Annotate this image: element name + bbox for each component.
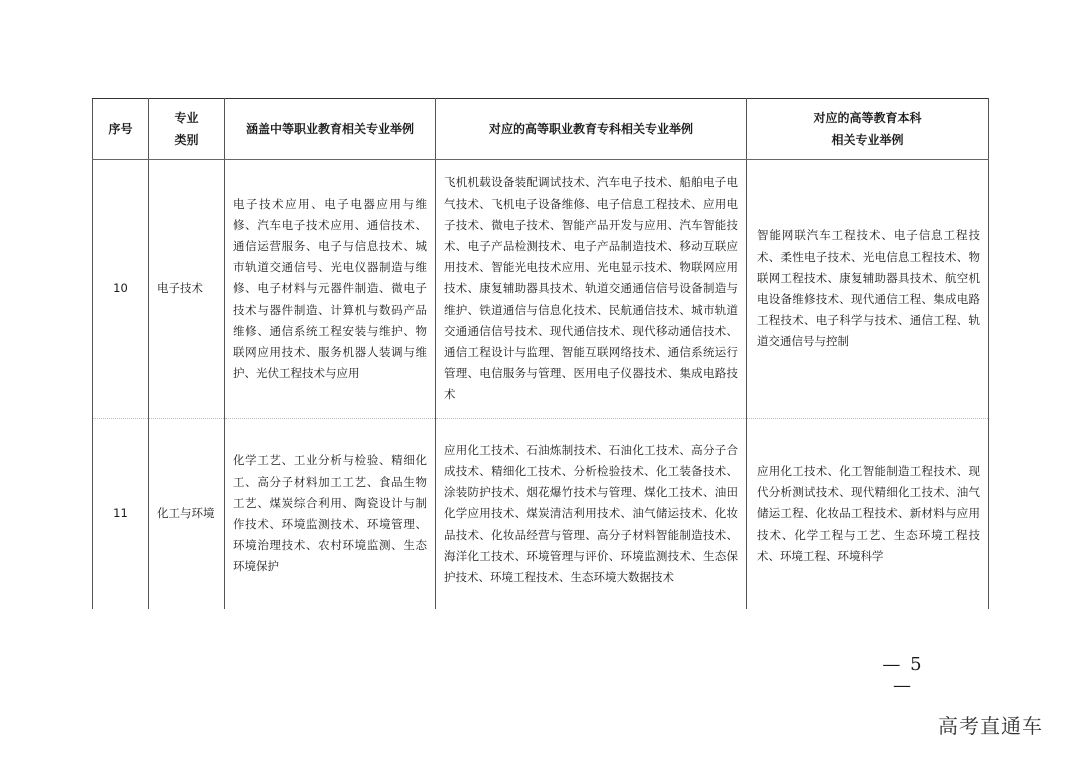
row-secondary-majors: 化学工艺、工业分析与检验、精细化工、高分子材料加工工艺、食品生物工艺、煤炭综合利用、陶瓷设计与制作技术、环境监测技术、环境管理、环境治理技术、农村环境监测、生态环境保护	[225, 419, 436, 610]
row-bachelor-majors: 应用化工技术、化工智能制造工程技术、现代分析测试技术、现代精细化工技术、油气储运工程、化妆品工程技术、新材料与应用技术、化学工程与工艺、生态环境工程技术、环境工程、环境科学	[747, 419, 989, 610]
header-higher: 对应的高等职业教育专科相关专业举例	[436, 99, 747, 160]
table-row	[93, 160, 989, 419]
watermark: 高考直通车	[938, 714, 1043, 738]
header-secondary: 涵盖中等职业教育相关专业举例	[225, 99, 436, 160]
table-row	[93, 419, 989, 610]
major-table	[92, 98, 989, 609]
row-category: 电子技术	[149, 160, 225, 419]
header-category-line1: 专业	[174, 111, 199, 125]
header-category	[149, 99, 225, 160]
header-category-line2: 类别	[174, 133, 199, 147]
table-header-row	[93, 99, 989, 160]
row-seq: 11	[93, 419, 149, 610]
header-bachelor-line1: 对应的高等教育本科	[813, 111, 922, 125]
row-higher-majors: 飞机机载设备装配调试技术、汽车电子技术、船舶电子电气技术、飞机电子设备维修、电子信息工程技术、应用电子技术、微电子技术、智能产品开发与应用、汽车智能技术、电子产品检测技术、电子产品制造技术、移动互联应用技术、智能光电技术应用、光电显示技术、物联网应用技术、康复辅助器具技术、轨道交通通信信号设备制造与维护、铁道通信与信息化技术、民航通信技术、城市轨道交通通信信号技术、现代通信技术、现代移动通信技术、通信工程设计与监理、智能互联网络技术、通信系统运行管理、电信服务与管理、医用电子仪器技术、集成电路技术	[436, 160, 747, 419]
row-bachelor-majors: 智能网联汽车工程技术、电子信息工程技术、柔性电子技术、光电信息工程技术、物联网工程技术、康复辅助器具技术、航空机电设备维修技术、现代通信工程、集成电路工程技术、电子科学与技术、通信工程、轨道交通信号与控制	[747, 160, 989, 419]
row-secondary-majors: 电子技术应用、电子电器应用与维修、汽车电子技术应用、通信技术、通信运营服务、电子与信息技术、城市轨道交通信号、光电仪器制造与维修、电子材料与元器件制造、微电子技术与器件制造、计算机与数码产品维修、通信系统工程安装与维护、物联网应用技术、服务机器人装调与维护、光伏工程技术与应用	[225, 160, 436, 419]
row-category: 化工与环境	[149, 419, 225, 610]
header-bachelor	[747, 99, 989, 160]
header-bachelor-line2: 相关专业举例	[831, 133, 904, 147]
page-number: — 5 —	[882, 654, 924, 696]
header-seq: 序号	[93, 99, 149, 160]
row-seq: 10	[93, 160, 149, 419]
row-higher-majors: 应用化工技术、石油炼制技术、石油化工技术、高分子合成技术、精细化工技术、分析检验技术、化工装备技术、涂装防护技术、烟花爆竹技术与管理、煤化工技术、油田化学应用技术、煤炭清洁利用技术、油气储运技术、化妆品技术、化妆品经营与管理、高分子材料智能制造技术、海洋化工技术、环境管理与评价、环境监测技术、生态保护技术、环境工程技术、生态环境大数据技术	[436, 419, 747, 610]
